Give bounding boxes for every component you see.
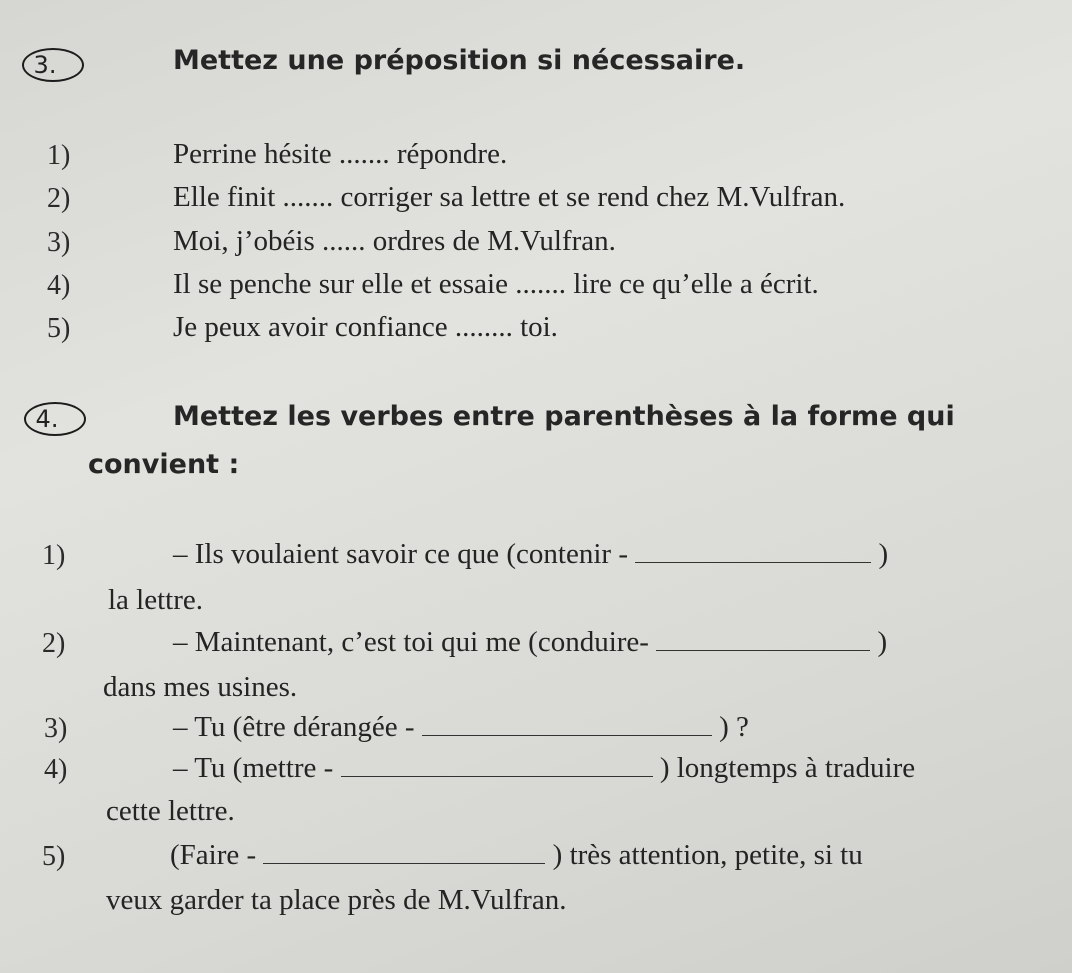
ex4-item-3-text [173, 711, 749, 744]
ex4-item-2-continuation: dans mes usines. [103, 671, 298, 703]
ex4-item-3-before: – Tu (être dérangée - [173, 711, 415, 743]
ex4-item-5-blank[interactable] [263, 839, 545, 864]
exercise-3-number-circle [22, 48, 84, 82]
ex4-item-4-before: – Tu (mettre - [173, 752, 334, 784]
ex3-item-2-number: 2) [47, 183, 71, 214]
ex3-item-3-number: 3) [47, 227, 71, 258]
ex4-item-1-blank[interactable] [635, 538, 871, 563]
ex3-item-1-number: 1) [47, 140, 71, 171]
ex4-item-2-blank[interactable] [656, 626, 870, 651]
ex4-item-4-number: 4) [44, 754, 68, 785]
ex4-item-5-continuation: veux garder ta place près de M.Vulfran. [106, 884, 567, 916]
ex4-item-1-text [173, 538, 888, 571]
exercise-3-number: 3. [33, 51, 57, 79]
ex3-item-5-text: Je peux avoir confiance ........ toi. [173, 311, 558, 343]
ex4-item-1-before: – Ils voulaient savoir ce que (contenir - [173, 538, 628, 570]
ex4-item-5-before: (Faire - [170, 839, 257, 871]
ex3-item-2-text: Elle finit ....... corriger sa lettre et se rend chez M.Vulfran. [173, 181, 846, 213]
ex4-item-5-text [170, 839, 863, 872]
ex4-item-2-before: – Maintenant, c’est toi qui me (conduire- [173, 626, 649, 658]
exercise-4-number: 4. [35, 405, 59, 433]
ex4-item-5-after: ) très attention, petite, si tu [552, 839, 863, 871]
ex4-item-1-after: ) [878, 538, 889, 570]
ex4-item-1-number: 1) [42, 540, 66, 571]
ex3-item-5-number: 5) [47, 313, 71, 344]
exercise-4-number-circle [24, 402, 86, 436]
ex4-item-4-text [173, 752, 915, 785]
ex3-item-1-text: Perrine hésite ....... répondre. [173, 138, 508, 170]
ex3-item-4-text: Il se penche sur elle et essaie ....... lire ce qu’elle a écrit. [173, 268, 819, 300]
ex4-item-4-blank[interactable] [341, 752, 653, 777]
ex4-item-4-continuation: cette lettre. [106, 795, 235, 827]
exercise-3-title: Mettez une préposition si nécessaire. [173, 45, 746, 76]
ex4-item-2-after: ) [877, 626, 888, 658]
ex4-item-1-continuation: la lettre. [108, 584, 204, 616]
ex3-item-3-text: Moi, j’obéis ...... ordres de M.Vulfran. [173, 225, 616, 257]
ex4-item-2-number: 2) [42, 628, 66, 659]
ex4-item-2-text [173, 626, 887, 659]
ex4-item-3-number: 3) [44, 713, 68, 744]
ex4-item-3-after: ) ? [719, 711, 749, 743]
ex4-item-3-blank[interactable] [422, 711, 712, 736]
ex4-item-4-after: ) longtemps à traduire [659, 752, 916, 784]
ex4-item-5-number: 5) [42, 841, 66, 872]
ex3-item-4-number: 4) [47, 270, 71, 301]
exercise-4-title-line-1: Mettez les verbes entre parenthèses à la forme qui [173, 401, 955, 432]
exercise-4-title-line-2: convient : [88, 449, 240, 480]
